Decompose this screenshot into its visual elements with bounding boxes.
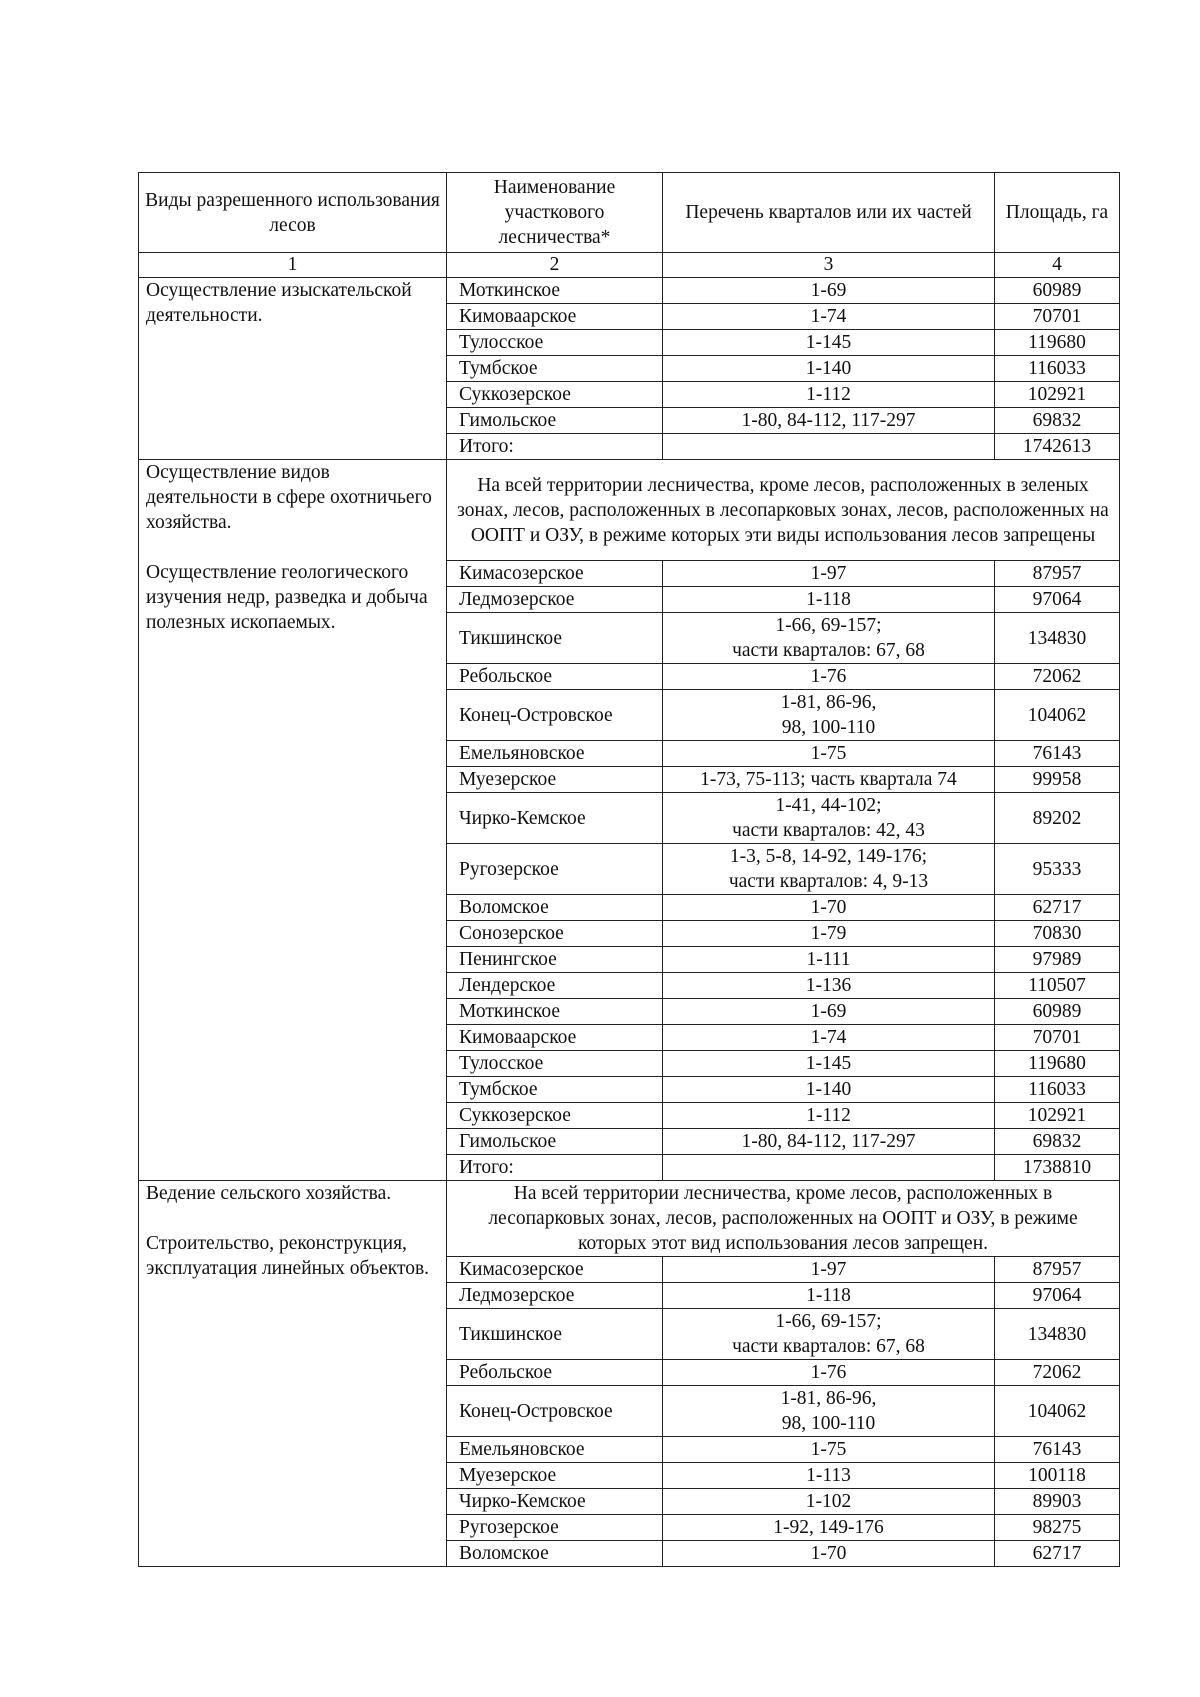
forestry-name: Тумбское <box>447 1077 663 1103</box>
use-kind-agriculture: Ведение сельского хозяйства. <box>146 1183 392 1204</box>
header-col-area: Площадь, га <box>995 173 1120 253</box>
area: 87957 <box>995 561 1120 587</box>
forestry-name: Моткинское <box>447 278 663 304</box>
quarters: 1-70 <box>663 895 995 921</box>
quarters: 1-80, 84-112, 117-297 <box>663 1129 995 1155</box>
spacer <box>146 535 446 560</box>
quarters: 1-76 <box>663 1360 995 1386</box>
area: 134830 <box>995 1309 1120 1360</box>
quarters: 1-76 <box>663 664 995 690</box>
area: 102921 <box>995 1103 1120 1129</box>
area: 119680 <box>995 1051 1120 1077</box>
area: 70701 <box>995 304 1120 330</box>
area: 87957 <box>995 1257 1120 1283</box>
column-number: 3 <box>663 253 995 278</box>
area: 110507 <box>995 973 1120 999</box>
quarters: 1-74 <box>663 1025 995 1051</box>
forestry-name: Тикшинское <box>447 613 663 664</box>
territory-note: На всей территории лесничества, кроме лесов, расположенных в лесопарковых зонах, лесов, расположенных на ООПТ и ОЗУ, в режиме которых этот вид использования лесов запрещен. <box>447 1181 1120 1257</box>
quarters-line: 98, 100-110 <box>781 1413 876 1434</box>
use-kind-cell <box>139 460 447 1181</box>
column-number-row <box>139 253 1120 278</box>
quarters: 1-70 <box>663 1541 995 1567</box>
use-kind-linear-objects: Строительство, реконструкция, эксплуатация линейных объектов. <box>146 1233 430 1279</box>
forestry-name: Пенингское <box>447 947 663 973</box>
area: 76143 <box>995 1437 1120 1463</box>
quarters: 1-80, 84-112, 117-297 <box>663 408 995 434</box>
area: 76143 <box>995 741 1120 767</box>
quarters: 1-112 <box>663 382 995 408</box>
quarters: 1-113 <box>663 1463 995 1489</box>
quarters: 1-92, 149-176 <box>663 1515 995 1541</box>
area: 95333 <box>995 844 1120 895</box>
quarters-line: части кварталов: 42, 43 <box>732 820 925 841</box>
forestry-name: Суккозерское <box>447 1103 663 1129</box>
area: 116033 <box>995 356 1120 382</box>
use-kind-geology: Осуществление геологического изучения недр, разведка и добыча полезных ископаемых. <box>146 562 428 633</box>
area: 104062 <box>995 690 1120 741</box>
quarters: 1-118 <box>663 587 995 613</box>
forestry-name: Гимольское <box>447 408 663 434</box>
total-area: 1742613 <box>995 434 1120 460</box>
quarters: 1-73, 75-113; часть квартала 74 <box>663 767 995 793</box>
forestry-name: Гимольское <box>447 1129 663 1155</box>
area: 89202 <box>995 793 1120 844</box>
forestry-name: Кимасозерское <box>447 561 663 587</box>
quarters: 1-75 <box>663 741 995 767</box>
quarters-line: 1-66, 69-157; <box>775 1311 882 1332</box>
quarters: 1-140 <box>663 1077 995 1103</box>
quarters <box>663 1386 995 1437</box>
quarters: 1-69 <box>663 999 995 1025</box>
column-number: 4 <box>995 253 1120 278</box>
area: 99958 <box>995 767 1120 793</box>
quarters: 1-79 <box>663 921 995 947</box>
forestry-name: Тумбское <box>447 356 663 382</box>
forestry-name: Ругозерское <box>447 1515 663 1541</box>
forestry-name: Конец-Островское <box>447 690 663 741</box>
forestry-name: Суккозерское <box>447 382 663 408</box>
total-label: Итого: <box>447 1155 663 1181</box>
quarters: 1-97 <box>663 561 995 587</box>
quarters: 1-102 <box>663 1489 995 1515</box>
area: 72062 <box>995 1360 1120 1386</box>
area: 97064 <box>995 587 1120 613</box>
quarters-line: части кварталов: 4, 9-13 <box>728 871 929 892</box>
area: 72062 <box>995 664 1120 690</box>
quarters: 1-69 <box>663 278 995 304</box>
quarters: 1-74 <box>663 304 995 330</box>
forestry-name: Ребольское <box>447 664 663 690</box>
quarters <box>663 1155 995 1181</box>
forestry-name: Тулосское <box>447 1051 663 1077</box>
use-kind-cell <box>139 1181 447 1567</box>
note-row <box>139 460 1120 561</box>
quarters: 1-111 <box>663 947 995 973</box>
quarters-line: 1-66, 69-157; <box>775 615 882 636</box>
note-row <box>139 1181 1120 1257</box>
quarters: 1-112 <box>663 1103 995 1129</box>
quarters: 1-75 <box>663 1437 995 1463</box>
quarters <box>663 1309 995 1360</box>
area: 97064 <box>995 1283 1120 1309</box>
quarters: 1-145 <box>663 330 995 356</box>
forestry-name: Ребольское <box>447 1360 663 1386</box>
forestry-name: Тикшинское <box>447 1309 663 1360</box>
area: 69832 <box>995 408 1120 434</box>
forestry-name: Чирко-Кемское <box>447 793 663 844</box>
table-row <box>139 278 1120 304</box>
total-label: Итого: <box>447 434 663 460</box>
forestry-name: Ледмозерское <box>447 587 663 613</box>
table-body <box>139 278 1120 1567</box>
header-row <box>139 173 1120 253</box>
column-number: 1 <box>139 253 447 278</box>
area: 70701 <box>995 1025 1120 1051</box>
area: 97989 <box>995 947 1120 973</box>
use-kind-cell: Осуществление изыскательской деятельности. <box>139 278 447 460</box>
forestry-name: Чирко-Кемское <box>447 1489 663 1515</box>
quarters: 1-118 <box>663 1283 995 1309</box>
forest-use-table <box>138 172 1120 1567</box>
quarters <box>663 434 995 460</box>
forestry-name: Лендерское <box>447 973 663 999</box>
header-col-forestry: Наименование участкового лесничества* <box>447 173 663 253</box>
quarters-line: части кварталов: 67, 68 <box>732 640 925 661</box>
forestry-name: Емельяновское <box>447 1437 663 1463</box>
area: 69832 <box>995 1129 1120 1155</box>
forestry-name: Сонозерское <box>447 921 663 947</box>
quarters-line: 98, 100-110 <box>781 717 876 738</box>
quarters-line: части кварталов: 67, 68 <box>732 1336 925 1357</box>
territory-note: На всей территории лесничества, кроме лесов, расположенных в зеленых зонах, лесов, расположенных в лесопарковых зонах, лесов, расположенных на ООПТ и ОЗУ, в режиме которых эти виды использования лесов запрещены <box>447 460 1120 561</box>
area: 60989 <box>995 999 1120 1025</box>
quarters-line: 1-81, 86-96, <box>780 692 877 713</box>
area: 60989 <box>995 278 1120 304</box>
use-kind-hunting: Осуществление видов деятельности в сфере охотничьего хозяйства. <box>146 462 432 533</box>
area: 116033 <box>995 1077 1120 1103</box>
header-col-quarters: Перечень кварталов или их частей <box>663 173 995 253</box>
forestry-name: Кимоваарское <box>447 1025 663 1051</box>
area: 62717 <box>995 895 1120 921</box>
area: 98275 <box>995 1515 1120 1541</box>
forestry-name: Ругозерское <box>447 844 663 895</box>
area: 119680 <box>995 330 1120 356</box>
forestry-name: Муезерское <box>447 1463 663 1489</box>
forestry-name: Конец-Островское <box>447 1386 663 1437</box>
forestry-name: Муезерское <box>447 767 663 793</box>
forestry-name: Ледмозерское <box>447 1283 663 1309</box>
forestry-name: Емельяновское <box>447 741 663 767</box>
column-number: 2 <box>447 253 663 278</box>
quarters <box>663 793 995 844</box>
area: 100118 <box>995 1463 1120 1489</box>
quarters <box>663 613 995 664</box>
quarters-line: 1-3, 5-8, 14-92, 149-176; <box>729 846 928 867</box>
forestry-name: Моткинское <box>447 999 663 1025</box>
area: 104062 <box>995 1386 1120 1437</box>
forestry-name: Воломское <box>447 1541 663 1567</box>
quarters: 1-136 <box>663 973 995 999</box>
forestry-name: Воломское <box>447 895 663 921</box>
quarters: 1-97 <box>663 1257 995 1283</box>
quarters: 1-145 <box>663 1051 995 1077</box>
quarters <box>663 844 995 895</box>
area: 134830 <box>995 613 1120 664</box>
area: 102921 <box>995 382 1120 408</box>
quarters-line: 1-81, 86-96, <box>780 1388 877 1409</box>
quarters-line: 1-41, 44-102; <box>775 795 882 816</box>
area: 70830 <box>995 921 1120 947</box>
forestry-name: Кимоваарское <box>447 304 663 330</box>
total-area: 1738810 <box>995 1155 1120 1181</box>
spacer <box>146 1206 446 1231</box>
header-col-kind: Виды разрешенного использования лесов <box>139 173 447 253</box>
area: 62717 <box>995 1541 1120 1567</box>
forestry-name: Тулосское <box>447 330 663 356</box>
quarters: 1-140 <box>663 356 995 382</box>
area: 89903 <box>995 1489 1120 1515</box>
forestry-name: Кимасозерское <box>447 1257 663 1283</box>
quarters <box>663 690 995 741</box>
